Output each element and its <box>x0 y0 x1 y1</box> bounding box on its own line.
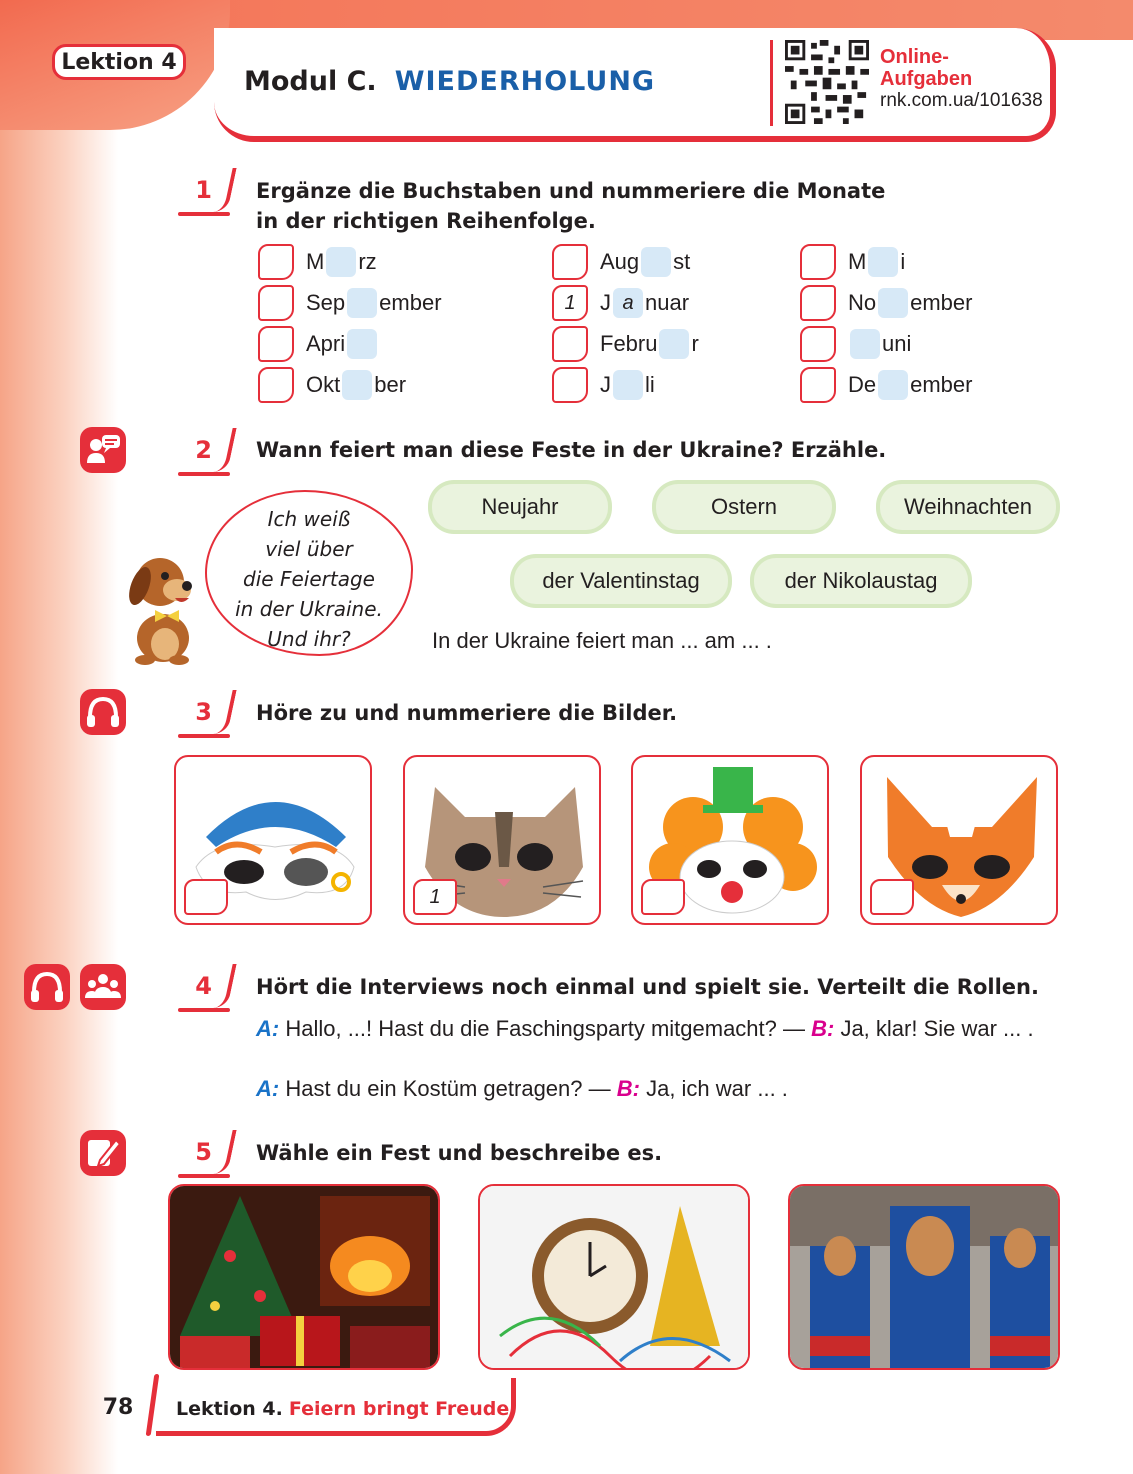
group-work-icon <box>80 964 126 1010</box>
exercise-2-title: Wann feiert man diese Feste in der Ukraine? Erzähle. <box>256 438 887 462</box>
listen-headphones-icon-2 <box>24 964 70 1010</box>
month-suffix: rz <box>358 249 377 274</box>
month-item <box>552 324 699 364</box>
month-item <box>552 365 655 405</box>
month-item <box>800 365 972 405</box>
month-order-box[interactable] <box>552 367 588 403</box>
dog-illustration <box>115 540 200 665</box>
exercise-1-title <box>256 176 885 236</box>
month-order-box[interactable] <box>258 367 294 403</box>
month-suffix: li <box>645 372 655 397</box>
left-decorative-band <box>0 0 118 1474</box>
bubble-line-3: die Feiertage <box>243 567 375 591</box>
month-prefix: De <box>848 372 877 397</box>
month-prefix: Okt <box>306 372 341 397</box>
mask-fox-card <box>860 755 1058 925</box>
month-letter-gap[interactable]: a <box>613 288 643 318</box>
mask-pirate-card <box>174 755 372 925</box>
month-prefix: J <box>600 372 611 397</box>
page-title <box>244 66 655 97</box>
month-item <box>800 242 905 282</box>
month-suffix: ember <box>910 372 973 397</box>
month-suffix: ember <box>379 290 442 315</box>
month-order-box[interactable]: 1 <box>552 285 588 321</box>
bubble-line-1: Ich weiß <box>267 507 351 531</box>
holiday-chip-weihnachten: Weihnachten <box>880 484 1056 530</box>
month-prefix: Febru <box>600 331 658 356</box>
sentence-template: In der Ukraine feiert man ... am ... . <box>432 628 772 653</box>
exercise-5-title: Wähle ein Fest und beschreibe es. <box>256 1141 663 1165</box>
month-order-box[interactable] <box>800 367 836 403</box>
page-number: 78 <box>102 1394 134 1420</box>
month-letter-gap[interactable] <box>850 329 880 359</box>
month-letter-gap[interactable] <box>641 247 671 277</box>
mask-cat-number[interactable]: 1 <box>413 879 457 915</box>
photo-carnival <box>788 1184 1060 1370</box>
month-item <box>258 365 406 405</box>
month-order-box[interactable] <box>552 244 588 280</box>
month-letter-gap[interactable] <box>878 370 908 400</box>
dialog-2a-text: Hast du ein Kostüm getragen? — <box>279 1076 617 1101</box>
online-label-1: Online- <box>880 46 949 68</box>
month-item <box>800 324 911 364</box>
online-url: rnk.com.ua/101638 <box>880 90 1043 111</box>
modul-label: Modul C. <box>244 66 377 97</box>
exercise-3-title: Höre zu und nummeriere die Bilder. <box>256 701 678 725</box>
month-item <box>552 242 690 282</box>
month-suffix: i <box>900 249 906 274</box>
dialog-1a-text: Hallo, ...! Hast du die Faschingsparty mitgemacht? — <box>279 1016 812 1041</box>
online-label-2: Aufgaben <box>880 68 973 90</box>
modul-title: WIEDERHOLUNG <box>394 66 656 97</box>
photo-christmas <box>168 1184 440 1370</box>
dialog-1b-text: Ja, klar! Sie war ... . <box>834 1016 1034 1041</box>
role-a-label-2: A: <box>256 1076 280 1101</box>
dialog-2b-text: Ja, ich war ... . <box>639 1076 788 1101</box>
month-order-box[interactable] <box>258 285 294 321</box>
role-b-label-2: B: <box>616 1076 640 1101</box>
month-prefix: M <box>306 249 325 274</box>
month-prefix: Aug <box>600 249 640 274</box>
exercise-4-title: Hört die Interviews noch einmal und spielt sie. Verteilt die Rollen. <box>256 975 1039 999</box>
write-pencil-icon <box>80 1130 126 1176</box>
month-letter-gap[interactable] <box>659 329 689 359</box>
month-letter-gap[interactable] <box>347 288 377 318</box>
online-tasks-link[interactable] <box>880 46 1043 112</box>
footer-title <box>176 1398 509 1420</box>
exercise-1-title-line-2: in der richtigen Reihenfolge. <box>256 209 596 233</box>
christmas-photo-image <box>170 1186 440 1370</box>
exercise-4-number: 4 <box>178 968 236 1010</box>
holiday-chip-nikolaustag: der Nikolaustag <box>754 558 968 604</box>
role-b-label: B: <box>811 1016 835 1041</box>
month-prefix: J <box>600 290 611 315</box>
month-order-box[interactable] <box>552 326 588 362</box>
speak-icon <box>80 427 126 473</box>
role-a-label: A: <box>256 1016 280 1041</box>
footer-lesson: Lektion 4. <box>176 1398 283 1420</box>
bubble-line-4: in der Ukraine. <box>235 597 383 621</box>
month-order-box[interactable] <box>258 244 294 280</box>
exercise-2-number: 2 <box>178 432 236 474</box>
month-letter-gap[interactable] <box>347 329 377 359</box>
month-prefix: M <box>848 249 867 274</box>
month-order-box[interactable] <box>800 285 836 321</box>
month-letter-gap[interactable] <box>613 370 643 400</box>
mask-cat-card <box>403 755 601 925</box>
mask-fox-number[interactable] <box>870 879 914 915</box>
listen-headphones-icon <box>80 689 126 735</box>
mask-clown-number[interactable] <box>641 879 685 915</box>
month-suffix: st <box>673 249 691 274</box>
holiday-chip-neujahr: Neujahr <box>432 484 608 530</box>
month-suffix: ber <box>374 372 407 397</box>
month-letter-gap[interactable] <box>868 247 898 277</box>
dialog-line-1 <box>256 1014 1062 1044</box>
month-suffix: nuar <box>645 290 690 315</box>
qr-separator <box>770 40 773 126</box>
footer-topic: Feiern bringt Freude <box>288 1398 510 1420</box>
month-suffix: ember <box>910 290 973 315</box>
holiday-chip-ostern: Ostern <box>656 484 832 530</box>
month-prefix: Apri <box>306 331 346 356</box>
exercise-1-title-line-1: Ergänze die Buchstaben und nummeriere die Monate <box>256 179 886 203</box>
exercise-5-number: 5 <box>178 1134 236 1176</box>
month-item <box>258 283 442 323</box>
qr-code-icon[interactable] <box>784 40 870 124</box>
month-letter-gap[interactable] <box>878 288 908 318</box>
month-prefix: Sep <box>306 290 346 315</box>
month-order-box[interactable] <box>258 326 294 362</box>
month-suffix: uni <box>882 331 912 356</box>
month-letter-gap[interactable] <box>326 247 356 277</box>
carnival-photo-image <box>790 1186 1060 1370</box>
exercise-3-number: 3 <box>178 694 236 736</box>
month-item <box>258 242 377 282</box>
speech-bubble <box>205 490 413 656</box>
month-item <box>552 283 689 323</box>
mask-clown-card <box>631 755 829 925</box>
mask-pirate-number[interactable] <box>184 879 228 915</box>
month-item <box>258 324 379 364</box>
month-item <box>800 283 972 323</box>
month-order-box[interactable] <box>800 326 836 362</box>
dialog-line-2 <box>256 1074 1062 1104</box>
lesson-badge: Lektion 4 <box>52 44 186 80</box>
exercise-1-number: 1 <box>178 172 236 214</box>
month-order-box[interactable] <box>800 244 836 280</box>
month-letter-gap[interactable] <box>342 370 372 400</box>
bubble-line-5: Und ihr? <box>267 627 351 651</box>
photo-new-year <box>478 1184 750 1370</box>
holiday-chip-valentinstag: der Valentinstag <box>514 558 728 604</box>
bubble-line-2: viel über <box>265 537 353 561</box>
month-prefix: No <box>848 290 877 315</box>
month-suffix: r <box>691 331 699 356</box>
new-year-photo-image <box>480 1186 750 1370</box>
